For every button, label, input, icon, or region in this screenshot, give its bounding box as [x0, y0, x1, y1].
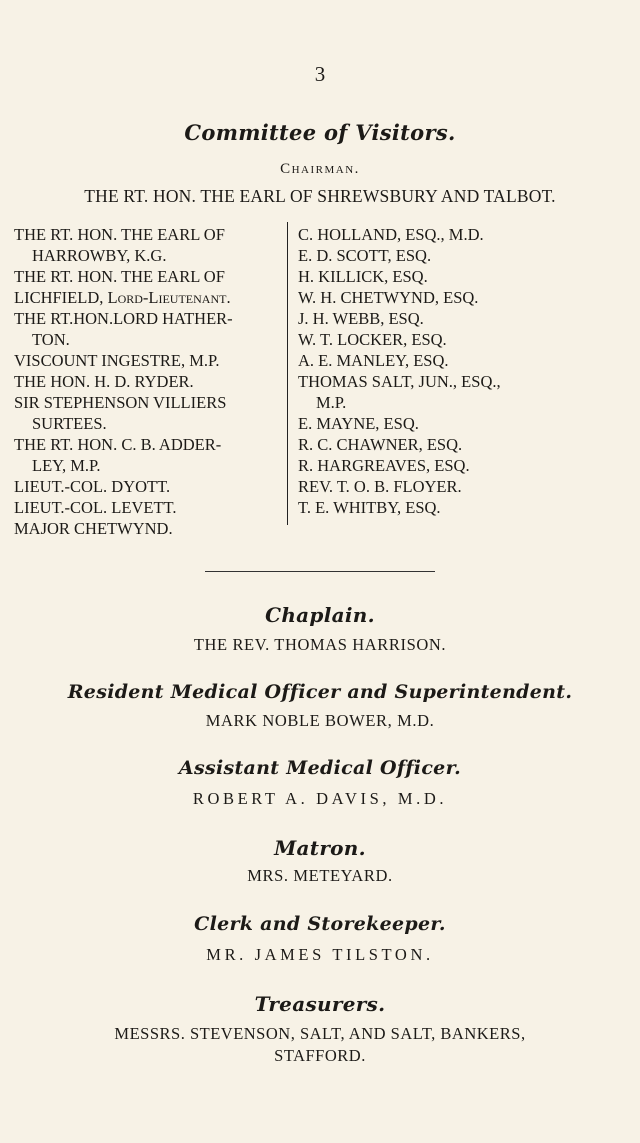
member-line: TON.	[32, 330, 70, 349]
member-line: R. HARGREAVES, ESQ.	[298, 456, 470, 475]
member-line: MAJOR CHETWYND.	[14, 519, 173, 538]
treasurers-line-2: STAFFORD.	[274, 1046, 366, 1065]
clerk-name: MR. JAMES TILSTON.	[206, 945, 434, 964]
column-divider	[287, 222, 288, 525]
member-line: THE HON. H. D. RYDER.	[14, 372, 194, 391]
clerk-heading: Clerk and Storekeeper.	[194, 913, 446, 935]
member-line: LEY, M.P.	[32, 456, 101, 475]
member-line: C. HOLLAND, ESQ., M.D.	[298, 225, 484, 244]
member-line: J. H. WEBB, ESQ.	[298, 309, 424, 328]
matron-name: MRS. METEYARD.	[247, 866, 393, 885]
member-line: SURTEES.	[32, 414, 107, 433]
assistant-officer-name: ROBERT A. DAVIS, M.D.	[192, 789, 448, 808]
member-line: R. C. CHAWNER, ESQ.	[298, 435, 463, 454]
member-line	[14, 287, 282, 308]
member-line: LIEUT.-COL. DYOTT.	[14, 477, 171, 496]
committee-heading: Committee of Visitors.	[184, 120, 456, 145]
member-line: REV. T. O. B. FLOYER.	[298, 477, 462, 496]
chairman-heading: Chairman.	[280, 161, 360, 177]
member-line: VISCOUNT INGESTRE, M.P.	[14, 351, 220, 370]
resident-officer-name: MARK NOBLE BOWER, M.D.	[205, 711, 435, 730]
assistant-officer-heading: Assistant Medical Officer.	[178, 757, 462, 779]
resident-officer-heading: Resident Medical Officer and Superintendent.	[67, 681, 573, 703]
treasurers-line-1: MESSRS. STEVENSON, SALT, AND SALT, BANKERS,	[114, 1024, 526, 1043]
committee-left-column	[14, 224, 282, 539]
member-line: THE RT.HON.LORD HATHER-	[14, 309, 233, 328]
member-line: LIEUT.-COL. LEVETT.	[14, 498, 177, 517]
member-line: A. E. MANLEY, ESQ.	[298, 351, 449, 370]
page-number: 3	[314, 62, 326, 86]
member-line: T. E. WHITBY, ESQ.	[298, 498, 441, 517]
member-line: THOMAS SALT, JUN., ESQ.,	[298, 372, 501, 391]
chaplain-heading: Chaplain.	[265, 603, 375, 627]
chaplain-name: THE REV. THOMAS HARRISON.	[193, 635, 447, 654]
member-line: E. MAYNE, ESQ.	[298, 414, 419, 433]
treasurers-heading: Treasurers.	[254, 992, 386, 1016]
member-line: THE RT. HON. THE EARL OF	[14, 267, 225, 286]
member-line: THE RT. HON. THE EARL OF	[14, 225, 225, 244]
matron-heading: Matron.	[274, 836, 366, 860]
member-line: THE RT. HON. C. B. ADDER-	[14, 435, 222, 454]
chairman-name: THE RT. HON. THE EARL OF SHREWSBURY AND TALBOT.	[84, 186, 556, 206]
member-line: M.P.	[316, 393, 347, 412]
section-divider	[205, 571, 435, 572]
member-line: W. T. LOCKER, ESQ.	[298, 330, 447, 349]
member-line-text: LICHFIELD, Lord-Lieutenant.	[14, 288, 231, 307]
member-line: HARROWBY, K.G.	[32, 246, 167, 265]
member-line: W. H. CHETWYND, ESQ.	[298, 288, 479, 307]
member-line: H. KILLICK, ESQ.	[298, 267, 428, 286]
committee-right-column	[298, 224, 628, 518]
member-line: SIR STEPHENSON VILLIERS	[14, 393, 227, 412]
member-line: E. D. SCOTT, ESQ.	[298, 246, 432, 265]
